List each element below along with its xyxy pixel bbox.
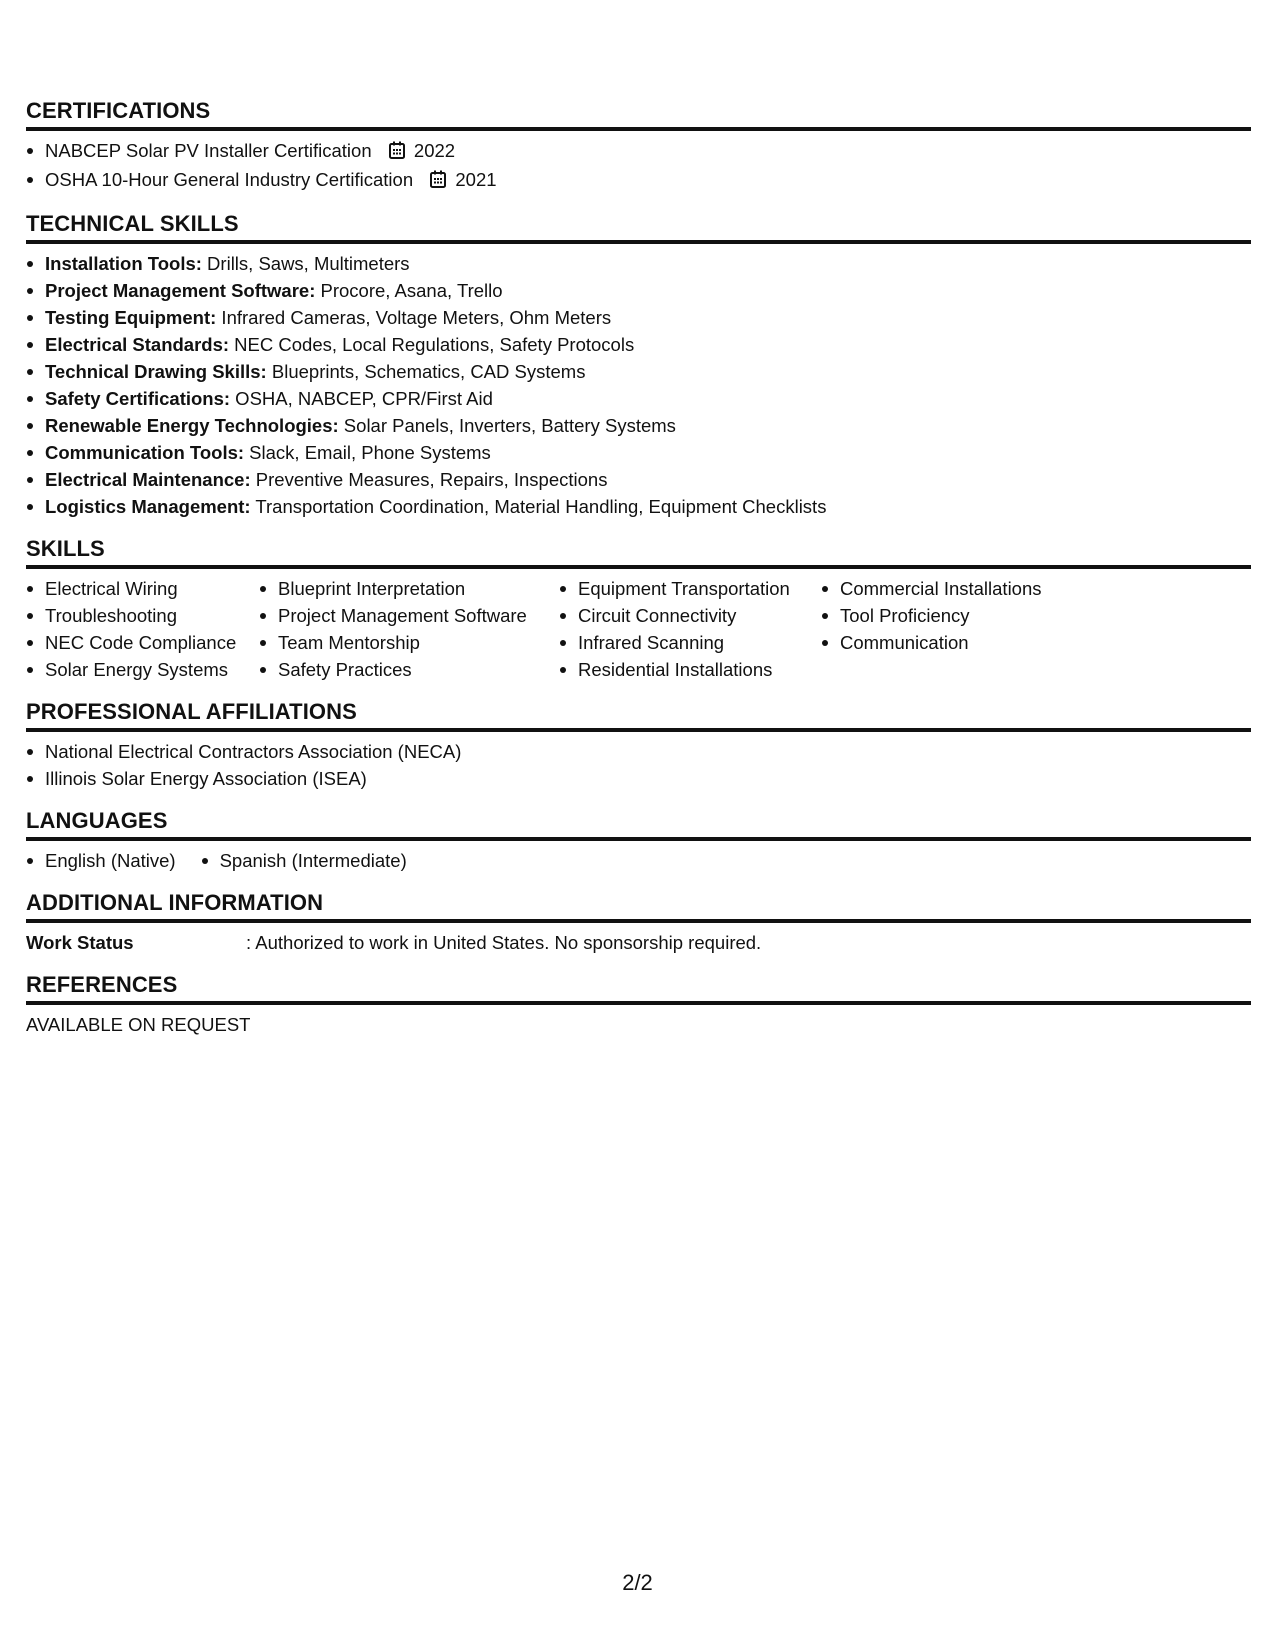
skill-name: Solar Energy Systems <box>45 659 229 680</box>
bullet-icon <box>27 450 33 456</box>
bullet-icon <box>27 667 33 673</box>
list-item <box>26 765 1251 792</box>
list-item <box>26 602 259 629</box>
skills-column <box>26 575 259 683</box>
list-item <box>559 602 821 629</box>
skill-name: Commercial Installations <box>840 578 1042 599</box>
skills-section <box>26 530 1251 683</box>
skill-label: Safety Certifications: <box>45 388 231 409</box>
skill-label: Renewable Energy Technologies: <box>45 415 339 436</box>
list-item <box>26 466 1251 493</box>
section-title: SKILLS <box>26 530 1251 569</box>
list-item <box>26 439 1251 466</box>
list-item <box>26 738 1251 765</box>
bullet-icon <box>27 342 33 348</box>
bullet-icon <box>260 613 266 619</box>
bullet-icon <box>260 667 266 673</box>
list-item <box>26 412 1251 439</box>
list-item <box>821 575 1081 602</box>
skill-value: Solar Panels, Inverters, Battery Systems <box>338 415 676 436</box>
skill-name: Project Management Software <box>278 605 527 626</box>
bullet-icon <box>27 315 33 321</box>
skill-name: NEC Code Compliance <box>45 632 237 653</box>
bullet-icon <box>560 613 566 619</box>
affiliations-section <box>26 693 1251 792</box>
bullet-icon <box>27 613 33 619</box>
languages-section <box>26 802 1251 874</box>
certifications-list <box>26 137 1251 195</box>
list-item <box>821 602 1081 629</box>
skill-value: Procore, Asana, Trello <box>315 280 503 301</box>
language-name: English (Native) <box>45 850 176 871</box>
bullet-icon <box>202 858 208 864</box>
skill-name: Tool Proficiency <box>840 605 970 626</box>
list-item <box>201 847 407 874</box>
work-status-value: : Authorized to work in United States. No sponsorship required. <box>246 932 762 953</box>
work-status-label: Work Status <box>26 932 134 953</box>
technical-skills-list <box>26 250 1251 520</box>
bullet-icon <box>27 288 33 294</box>
bullet-icon <box>560 667 566 673</box>
affiliation-name: National Electrical Contractors Association (NECA) <box>45 741 462 762</box>
skill-value: Blueprints, Schematics, CAD Systems <box>266 361 586 382</box>
bullet-icon <box>822 613 828 619</box>
list-item <box>26 493 1251 520</box>
skill-label: Project Management Software: <box>45 280 316 301</box>
bullet-icon <box>822 586 828 592</box>
skills-columns <box>26 575 1251 683</box>
list-item <box>26 277 1251 304</box>
skill-value: OSHA, NABCEP, CPR/First Aid <box>230 388 493 409</box>
section-title: ADDITIONAL INFORMATION <box>26 884 1251 923</box>
bullet-icon <box>27 640 33 646</box>
bullet-icon <box>560 640 566 646</box>
list-item <box>26 575 259 602</box>
resume-page <box>26 92 1251 1048</box>
list-item <box>821 629 1081 656</box>
list-item <box>259 602 559 629</box>
bullet-icon <box>560 586 566 592</box>
list-item <box>26 137 1251 166</box>
list-item <box>26 358 1251 385</box>
skill-value: Drills, Saws, Multimeters <box>201 253 410 274</box>
list-item <box>26 331 1251 358</box>
skill-name: Safety Practices <box>278 659 412 680</box>
bullet-icon <box>27 858 33 864</box>
section-title: REFERENCES <box>26 966 1251 1005</box>
certification-name: OSHA 10-Hour General Industry Certification <box>45 169 414 190</box>
skill-name: Blueprint Interpretation <box>278 578 466 599</box>
skill-name: Circuit Connectivity <box>578 605 737 626</box>
skill-label: Electrical Standards: <box>45 334 230 355</box>
calendar-icon <box>389 139 405 166</box>
bullet-icon <box>27 477 33 483</box>
list-item <box>26 656 259 683</box>
references-section <box>26 966 1251 1038</box>
page-number: 2/2 <box>622 1570 653 1595</box>
certification-year: 2021 <box>455 169 497 190</box>
additional-info-section <box>26 884 1251 956</box>
skills-column <box>821 575 1081 683</box>
skill-value: Transportation Coordination, Material Handling, Equipment Checklists <box>250 496 827 517</box>
section-title: PROFESSIONAL AFFILIATIONS <box>26 693 1251 732</box>
certification-name: NABCEP Solar PV Installer Certification <box>45 140 372 161</box>
bullet-icon <box>260 586 266 592</box>
bullet-icon <box>27 369 33 375</box>
skills-column <box>259 575 559 683</box>
skill-value: Slack, Email, Phone Systems <box>244 442 491 463</box>
skill-name: Team Mentorship <box>278 632 420 653</box>
list-item <box>259 575 559 602</box>
list-item <box>26 304 1251 331</box>
language-name: Spanish (Intermediate) <box>219 850 407 871</box>
skill-name: Equipment Transportation <box>578 578 790 599</box>
skill-label: Electrical Maintenance: <box>45 469 251 490</box>
skill-name: Troubleshooting <box>45 605 177 626</box>
skill-label: Logistics Management: <box>45 496 251 517</box>
skill-label: Communication Tools: <box>45 442 245 463</box>
skill-label: Installation Tools: <box>45 253 202 274</box>
work-status-row <box>26 929 1251 956</box>
skill-value: NEC Codes, Local Regulations, Safety Protocols <box>229 334 635 355</box>
section-title: LANGUAGES <box>26 802 1251 841</box>
bullet-icon <box>27 504 33 510</box>
list-item <box>559 629 821 656</box>
bullet-icon <box>27 261 33 267</box>
affiliation-name: Illinois Solar Energy Association (ISEA) <box>45 768 367 789</box>
list-item <box>259 656 559 683</box>
calendar-icon <box>430 168 446 195</box>
certifications-section <box>26 92 1251 195</box>
skill-value: Preventive Measures, Repairs, Inspections <box>250 469 608 490</box>
list-item <box>26 166 1251 195</box>
skill-label: Technical Drawing Skills: <box>45 361 267 382</box>
list-item <box>26 629 259 656</box>
bullet-icon <box>27 586 33 592</box>
bullet-icon <box>27 148 33 154</box>
section-title: CERTIFICATIONS <box>26 92 1251 131</box>
skill-name: Residential Installations <box>578 659 773 680</box>
list-item <box>26 250 1251 277</box>
skill-name: Infrared Scanning <box>578 632 725 653</box>
bullet-icon <box>27 749 33 755</box>
affiliations-list <box>26 738 1251 792</box>
list-item <box>259 629 559 656</box>
bullet-icon <box>27 177 33 183</box>
languages-list <box>26 847 1251 874</box>
bullet-icon <box>27 776 33 782</box>
skill-label: Testing Equipment: <box>45 307 217 328</box>
certification-year: 2022 <box>413 140 456 161</box>
section-title: TECHNICAL SKILLS <box>26 205 1251 244</box>
bullet-icon <box>822 640 828 646</box>
bullet-icon <box>27 423 33 429</box>
list-item <box>559 575 821 602</box>
skills-column <box>559 575 821 683</box>
bullet-icon <box>260 640 266 646</box>
bullet-icon <box>27 396 33 402</box>
list-item <box>26 847 176 874</box>
skill-value: Infrared Cameras, Voltage Meters, Ohm Meters <box>216 307 612 328</box>
skill-name: Communication <box>840 632 969 653</box>
list-item <box>26 385 1251 412</box>
skill-name: Electrical Wiring <box>45 578 178 599</box>
technical-skills-section <box>26 205 1251 520</box>
references-text: AVAILABLE ON REQUEST <box>26 1014 251 1035</box>
list-item <box>559 656 821 683</box>
